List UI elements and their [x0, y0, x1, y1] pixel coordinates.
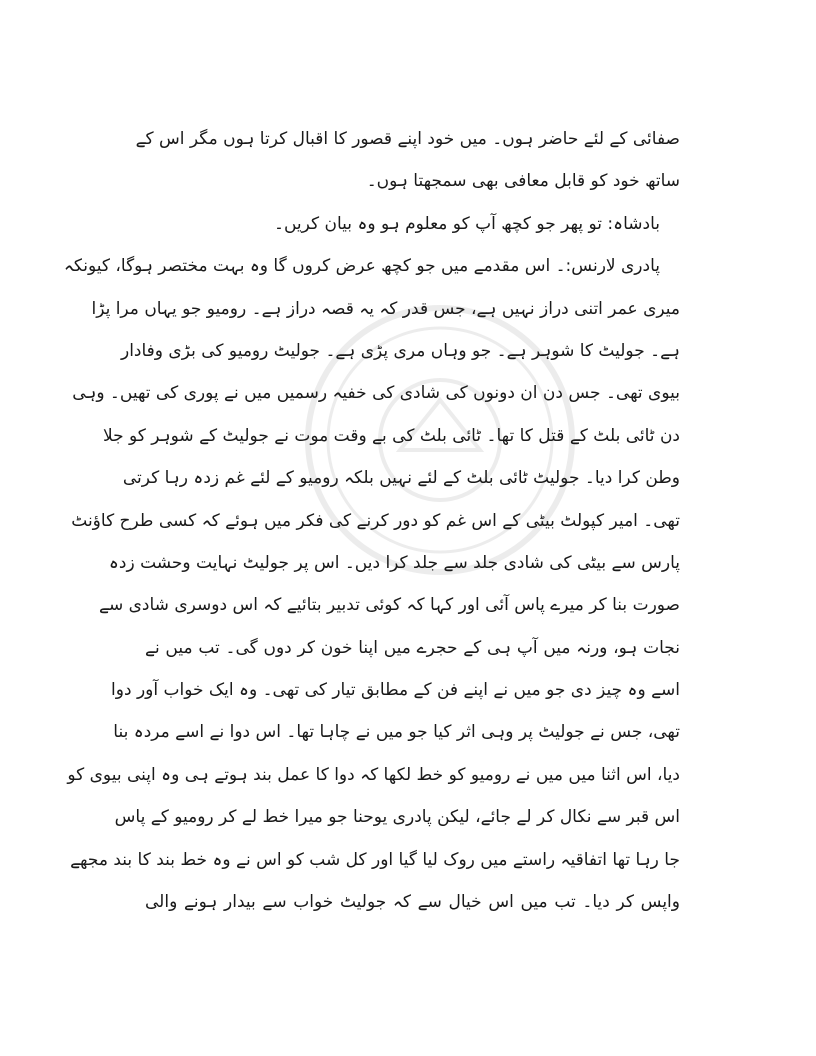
text-line: اسے وہ چیز دی جو میں نے اپنے فن کے مطابق تیار کی تھی۔ وہ ایک خواب آور دوا	[111, 680, 680, 701]
text-line: ہے۔ جولیٹ کا شوہر ہے۔ جو وہاں مری پڑی ہے۔ جولیٹ رومیو کی بڑی وفادار	[121, 340, 680, 361]
text-line: نجات ہو، ورنہ میں آپ ہی کے حجرے میں اپنا خون کر دوں گی۔ تب میں نے	[145, 637, 680, 658]
text-line: ساتھ خود کو قابل معافی بھی سمجھتا ہوں۔	[366, 171, 680, 192]
text-line: دن ٹائی بلٹ کے قتل کا تھا۔ ٹائی بلٹ کی بے وقت موت نے جولیٹ کے شوہر کو جلا	[102, 425, 680, 446]
text-line: وطن کرا دیا۔ جولیٹ ٹائی بلٹ کے لئے نہیں بلکہ رومیو کے لئے غم زدہ رہا کرتی	[122, 468, 680, 489]
text-line: تھی، جس نے جولیٹ پر وہی اثر کیا جو میں نے چاہا تھا۔ اس دوا نے اسے مردہ بنا	[113, 722, 680, 743]
text-line: بیوی تھی۔ جس دن ان دونوں کی شادی کی خفیہ رسمیں میں نے پوری کی تھیں۔ وہی	[72, 383, 680, 404]
text-line: دیا، اس اثنا میں میں نے رومیو کو خط لکھا کہ دوا کا عمل بند ہوتے ہی وہ اپنی بیوی کو	[67, 764, 680, 785]
text-line: تھی۔ امیر کپولٹ بیٹی کے اس غم کو دور کرنے کی فکر میں ہوئے کہ کسی طرح کاؤنٹ	[71, 510, 680, 531]
text-line: صورت بنا کر میرے پاس آئی اور کہا کہ کوئی تدبیر بتائیے کہ اس دوسری شادی سے	[99, 595, 680, 616]
text-line: اس قبر سے نکال کر لے جائے، لیکن پادری یوحنا جو میرا خط لے کر رومیو کے پاس	[114, 807, 680, 828]
text-line: پادری لارنس:۔ اس مقدمے میں جو کچھ عرض کروں گا وہ بہت مختصر ہوگا، کیونکہ	[63, 256, 660, 277]
text-line: بادشاہ: تو پھر جو کچھ آپ کو معلوم ہو وہ بیان کریں۔	[274, 213, 660, 234]
text-line: جا رہا تھا اتفاقیہ راستے میں روک لیا گیا اور کل شب کو اس نے وہ خط بند کا بند مجھے	[70, 849, 680, 870]
text-line: میری عمر اتنی دراز نہیں ہے، جس قدر کہ یہ قصہ دراز ہے۔ رومیو جو یہاں مرا پڑا	[91, 298, 680, 319]
body-text	[63, 118, 680, 923]
text-line: صفائی کے لئے حاضر ہوں۔ میں خود اپنے قصور کا اقبال کرتا ہوں مگر اس کے	[135, 129, 680, 149]
text-line: واپس کر دیا۔ تب میں اس خیال سے کہ جولیٹ خواب سے بیدار ہونے والی	[145, 892, 680, 913]
text-line: پارس سے بیٹی کی شادی جلد سے جلد کرا دیں۔ اس پر جولیٹ نہایت وحشت زدہ	[108, 552, 680, 573]
